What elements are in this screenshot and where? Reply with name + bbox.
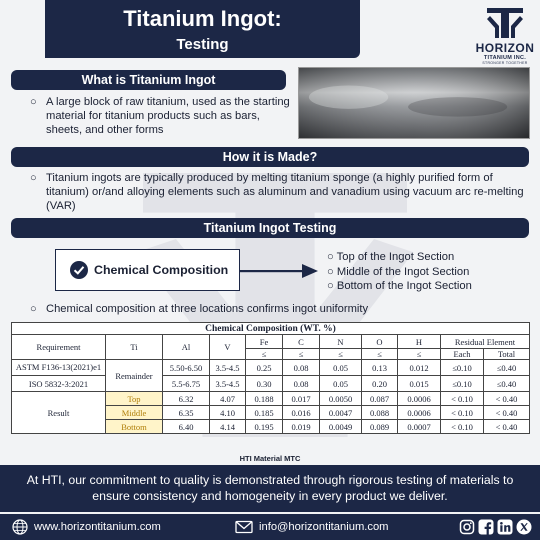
cell: 0.0047 (320, 406, 362, 420)
col-v: V (210, 335, 246, 360)
check-circle-icon (70, 261, 88, 279)
horizon-logo-icon (485, 6, 525, 40)
brand-name: HORIZON (475, 41, 535, 55)
section-heading-testing: Titanium Ingot Testing (11, 218, 529, 238)
cell: 0.05 (320, 360, 362, 376)
what-bullet (30, 95, 290, 137)
email-text: info@horizontitanium.com (259, 521, 389, 533)
email-link[interactable] (235, 519, 389, 535)
social-icons (459, 519, 535, 535)
commitment-text: At HTI, our commitment to quality is demonstrated through rigorous testing of materials to ensure consistency and homogeneity in every product we deliver. (0, 465, 540, 512)
cell: 0.25 (246, 360, 283, 376)
cell: < 0.10 (441, 406, 484, 420)
col-al: Al (163, 335, 210, 360)
website-text: www.horizontitanium.com (34, 521, 161, 533)
cell: 4.14 (210, 420, 246, 434)
envelope-icon (235, 519, 253, 535)
cell: 0.188 (246, 392, 283, 406)
cell: 0.30 (246, 376, 283, 392)
location-list (327, 250, 472, 294)
cell: 0.20 (362, 376, 398, 392)
cell: 6.35 (163, 406, 210, 420)
col-n: N (320, 335, 362, 349)
cell: 5.5-6.75 (163, 376, 210, 392)
table-row (12, 360, 530, 376)
le-symbol: ≤ (362, 349, 398, 360)
cell: ≤0.40 (484, 360, 530, 376)
cell: 0.017 (283, 392, 320, 406)
instagram-icon[interactable] (459, 519, 475, 535)
spec-astm: ASTM F136-13(2021)e1 (12, 360, 106, 376)
cell: 0.13 (362, 360, 398, 376)
cell: ≤0.40 (484, 376, 530, 392)
cell: 0.08 (283, 376, 320, 392)
page-subtitle: Testing (176, 36, 229, 53)
cell: 0.089 (362, 420, 398, 434)
cell: 4.07 (210, 392, 246, 406)
testing-bullet (30, 302, 526, 316)
title-banner (45, 0, 360, 58)
cell: < 0.10 (441, 420, 484, 434)
cell: 3.5-4.5 (210, 376, 246, 392)
spec-iso: ISO 5832-3:2021 (12, 376, 106, 392)
chemical-composition-table (11, 322, 529, 434)
cell: ≤0.10 (441, 360, 484, 376)
x-icon[interactable] (516, 519, 532, 535)
cell: 0.08 (283, 360, 320, 376)
what-bullet-text: A large block of raw titanium, used as the starting material for titanium products such as bars, sheets, and other forms (46, 96, 290, 136)
bullet-dot-icon: ○ (30, 96, 37, 108)
section-heading-what: What is Titanium Ingot (11, 70, 286, 90)
globe-icon (12, 519, 28, 535)
table-title: Chemical Composition (WT. %) (12, 323, 530, 335)
cell: 0.015 (398, 376, 441, 392)
cell: < 0.40 (484, 392, 530, 406)
brand-logo (470, 6, 540, 65)
cell: 0.0049 (320, 420, 362, 434)
cell: 0.0006 (398, 392, 441, 406)
brand-subname: TITANIUM INC. (483, 55, 527, 61)
result-location: Middle (106, 406, 163, 420)
ti-remainder: Remainder (106, 360, 163, 392)
col-c: C (283, 335, 320, 349)
cell: 0.0007 (398, 420, 441, 434)
cell: 0.088 (362, 406, 398, 420)
chemical-composition-label: Chemical Composition (94, 263, 229, 277)
le-symbol: ≤ (246, 349, 283, 360)
table-row (12, 392, 530, 406)
arrow-right-icon (240, 262, 320, 280)
how-bullet (30, 171, 526, 213)
col-h: H (398, 335, 441, 349)
le-symbol: ≤ (398, 349, 441, 360)
col-each: Each (441, 349, 484, 360)
bullet-dot-icon: ○ (30, 303, 37, 315)
col-fe: Fe (246, 335, 283, 349)
col-ti: Ti (106, 335, 163, 360)
col-o: O (362, 335, 398, 349)
ingot-photo (298, 67, 530, 139)
cell: 6.40 (163, 420, 210, 434)
footer (0, 514, 540, 540)
cell: 0.05 (320, 376, 362, 392)
testing-bullet-text: Chemical composition at three locations confirms ingot uniformity (46, 303, 369, 315)
cell: 0.195 (246, 420, 283, 434)
cell: < 0.40 (484, 406, 530, 420)
section-heading-how: How it is Made? (11, 147, 529, 167)
linkedin-icon[interactable] (497, 519, 513, 535)
col-total: Total (484, 349, 530, 360)
cell: < 0.10 (441, 392, 484, 406)
cell: 0.016 (283, 406, 320, 420)
cell: 6.32 (163, 392, 210, 406)
cell: 3.5-4.5 (210, 360, 246, 376)
cell: 0.087 (362, 392, 398, 406)
location-item: ○ Middle of the Ingot Section (327, 265, 470, 278)
col-residual: Residual Element (441, 335, 530, 349)
page-title: Titanium Ingot: (123, 6, 282, 31)
table-caption: HTI Material MTC (239, 454, 301, 463)
col-requirement: Requirement (12, 335, 106, 360)
cell: < 0.40 (484, 420, 530, 434)
cell: 5.50-6.50 (163, 360, 210, 376)
cell: 0.0050 (320, 392, 362, 406)
website-link[interactable] (12, 519, 161, 535)
le-symbol: ≤ (283, 349, 320, 360)
location-item: ○ Top of the Ingot Section (327, 251, 455, 263)
le-symbol: ≤ (320, 349, 362, 360)
cell: 0.019 (283, 420, 320, 434)
table-row (12, 376, 530, 392)
result-location: Bottom (106, 420, 163, 434)
cell: ≤0.10 (441, 376, 484, 392)
cell: 4.10 (210, 406, 246, 420)
brand-tagline: STRONGER TOGETHER (482, 61, 528, 65)
location-item: ○ Bottom of the Ingot Section (327, 280, 472, 292)
bullet-dot-icon: ○ (30, 172, 37, 184)
cell: 0.0006 (398, 406, 441, 420)
facebook-icon[interactable] (478, 519, 494, 535)
result-label: Result (12, 392, 106, 434)
cell: 0.012 (398, 360, 441, 376)
chemical-composition-box (55, 249, 240, 291)
result-location: Top (106, 392, 163, 406)
how-bullet-text: Titanium ingots are typically produced by melting titanium sponge (a highly purified form of titanium) or/and alloying elements such as aluminum and vanadium using vacuum arc re-melting (VAR) (46, 172, 524, 212)
cell: 0.185 (246, 406, 283, 420)
